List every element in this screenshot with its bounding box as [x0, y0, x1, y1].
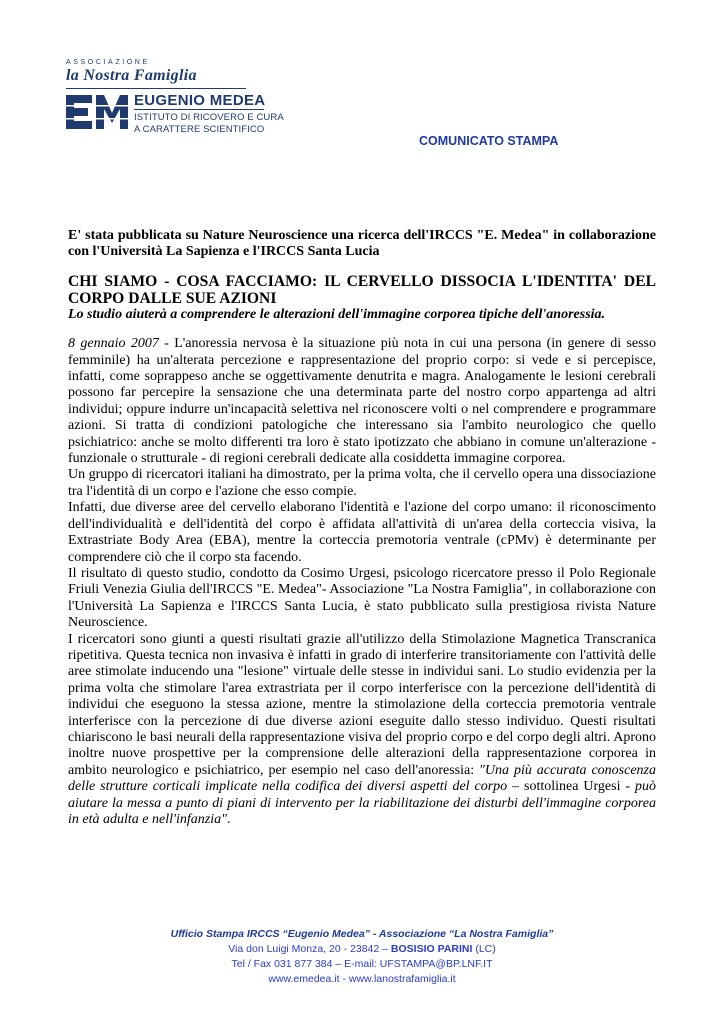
- paragraph-4: Il risultato di questo studio, condotto da Cosimo Urgesi, psicologo ricercatore presso il Polo Regionale Friuli Venezia Giulia dell'IRCCS "E. Medea"- Associazione "La Nostra Famiglia", in collaborazione con l'Università La Sapienza e l'IRCCS Santa Lucia, è stato pubblicato sulla prestigiosa rivista Nature Neuroscience.: [68, 565, 656, 631]
- paragraph-1: [68, 336, 656, 467]
- press-release-label: COMUNICATO STAMPA: [419, 134, 559, 148]
- institute-subtitle-1: ISTITUTO DI RICOVERO E CURA: [134, 112, 284, 123]
- paragraph-3: Infatti, due diverse aree del cervello elaborano l'identità e l'azione del corpo umano: il riconoscimento dell'individualità e dell'identità del corpo è affidata all'attività di un'area della corteccia visiva, la Extrastriate Body Area (EBA), mentre la corteccia premotoria ventrale (cPMv) è determinante per comprendere ciò che il corpo sta facendo.: [68, 500, 656, 565]
- lead-paragraph: E' stata pubblicata su Nature Neuroscience una ricerca dell'IRCCS "E. Medea" in collaborazione con l'Università La Sapienza e l'IRCCS Santa Lucia: [68, 228, 656, 260]
- institute-subtitle-2: A CARATTERE SCIENTIFICO: [134, 124, 265, 135]
- letterhead-divider: [66, 88, 246, 89]
- paragraph-5-text: I ricercatori sono giunti a questi risultati grazie all'utilizzo della Stimolazione Magnetica Transcranica ripetitiva. Questa tecnica non invasiva è infatti in grado di interferire transitoriamente con l'attività delle aree stimolate inducendo una "lesione" virtuale delle stesse in individui sani. Lo studio evidenzia per la prima volta che stimolare l'area extrastriata per il corpo interferisce con la percezione dell'identità di individui che eseguono la stessa azione, mentre la stimolazione della corteccia premotoria ventrale interferisce con la percezione di due diverse azioni eseguite dallo stesso individuo. Questi risultati chiariscono le basi neurali della rappresentazione visiva del proprio corpo e del corpo degli altri. Aprono inoltre nuove prospettive per la comprensione delle alterazioni della rappresentazione corporea in ambito neurologico e psichiatrico, per esempio nel caso dell'anoressia:: [68, 631, 656, 778]
- quote-part-1: "Una più accurata conoscenza delle strutture corticali implicate nella codifica dei diversi aspetti del corpo: [68, 762, 656, 795]
- quote-attribution: – sottolinea Urgesi -: [507, 779, 636, 795]
- quote-part-2: può aiutare la messa a punto di piani di intervento per la riabilitazione dei disturbi dell'immagine corporea in età adulta e nell'infanzia": [68, 779, 657, 827]
- paragraph-1-text: - L'anoressia nervosa è la situazione più nota in cui una persona (in genere di sesso femminile) ha un'alterata percezione e rappresentazione del proprio corpo: si vede e si percepisce, infatti, come soprappeso anche se oggettivamente denutrita e magra. Analogamente le lesioni cerebrali possono far percepire la sensazione che una determinata parte del nostro corpo appartenga ad altri individui; oppure indurre un'incapacità selettiva nel riconoscere volti o nel comprendere e programmare azioni. Si tratta di condizioni patologiche che interessano sia l'ambito neurologico che quello psichiatrico: anche se molto differenti tra loro è stato ipotizzato che abbiano in comune un'alterazione - funzionale o strutturale - di regioni cerebrali dedicate alla cosiddetta immagine corporea.: [68, 336, 657, 467]
- paragraph-5: [68, 632, 656, 829]
- brand-logotype: la Nostra Famiglia: [66, 67, 197, 84]
- association-label: ASSOCIAZIONE: [66, 59, 150, 66]
- paragraph-5-end: .: [226, 812, 231, 827]
- contact-line: Tel / Fax 031 877 384 – E-mail: UFSTAMPA@BP.LNF.IT: [231, 958, 493, 970]
- address-city: BOSISIO PARINI: [390, 943, 473, 955]
- institute-name: EUGENIO MEDEA: [134, 92, 266, 109]
- address-line: [0, 942, 724, 957]
- article-date: 8 gennaio 2007: [68, 336, 159, 352]
- press-office-line: Ufficio Stampa IRCCS “Eugenio Medea” - Associazione “La Nostra Famiglia”: [170, 928, 554, 940]
- footer: [0, 927, 724, 987]
- website-line: www.emedea.it - www.lanostrafamiglia.it: [268, 973, 456, 985]
- headline: CHI SIAMO - COSA FACCIAMO: IL CERVELLO DISSOCIA L'IDENTITA' DEL CORPO DALLE SUE AZIONI: [68, 272, 656, 307]
- address-province: (LC): [472, 943, 496, 955]
- address-street: Via don Luigi Monza, 20 - 23842 –: [228, 943, 391, 955]
- subheadline: Lo studio aiuterà a comprendere le alterazioni dell'immagine corporea tipiche dell'anoressia.: [68, 306, 606, 322]
- institute-divider: [134, 109, 264, 110]
- paragraph-2: Un gruppo di ricercatori italiani ha dimostrato, per la prima volta, che il cervello opera una dissociazione tra l'identità di un corpo e l'azione che esso compie.: [68, 467, 656, 499]
- em-logo-icon: [64, 91, 130, 133]
- article: [68, 228, 656, 828]
